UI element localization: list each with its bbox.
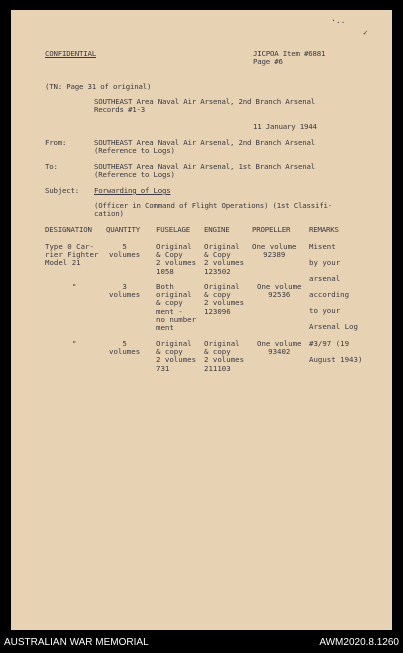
item-number: JICPOA Item #6881 xyxy=(253,49,326,58)
subject: Forwarding of Logs xyxy=(94,186,171,195)
cell-designation: Type 0 Car- rier Fighter Model 21 xyxy=(45,242,99,268)
cell-fuselage: Original & copy 2 volumes 731 xyxy=(156,339,197,373)
cell-propeller: One volume 92389 xyxy=(252,242,297,260)
document-page xyxy=(11,10,392,630)
header-designation: DESIGNATION xyxy=(45,225,92,234)
to-line: SOUTHEAST Area Naval Air Arsenal, 1st Branch Arsenal xyxy=(94,162,315,171)
cell-engine: Original & Copy 2 volumes 123502 xyxy=(204,242,245,276)
note-line: (Officer in Command of Flight Operations) (1st Classifi- xyxy=(94,201,332,210)
cell-propeller: One volume 93402 xyxy=(257,339,302,357)
cell-propeller: One volume 92536 xyxy=(257,282,302,300)
page-number: Page #6 xyxy=(253,57,283,66)
cell-fuselage: Both original & copy ment - no number ment xyxy=(156,282,197,333)
from-line: (Reference to Logs) xyxy=(94,146,175,155)
subject-label: Subject: xyxy=(45,186,79,195)
classification: CONFIDENTIAL xyxy=(45,49,96,58)
header-propeller: PROPELLER xyxy=(252,225,291,234)
cell-quantity: 3 volumes xyxy=(109,282,141,300)
to-line: (Reference to Logs) xyxy=(94,170,175,179)
corner-mark: ·.. xyxy=(331,16,346,25)
cell-designation: " xyxy=(72,282,77,291)
header-quantity: QUANTITY xyxy=(106,225,140,234)
footer-bar xyxy=(0,631,403,653)
from-line: SOUTHEAST Area Naval Air Arsenal, 2nd Branch Arsenal xyxy=(94,138,315,147)
note-line: cation) xyxy=(94,209,124,218)
header-fuselage: FUSELAGE xyxy=(156,225,190,234)
cell-designation: " xyxy=(72,339,77,348)
cell-remarks: #3/97 (19 August 1943) xyxy=(309,339,363,364)
footer-source: AUSTRALIAN WAR MEMORIAL xyxy=(4,637,149,648)
cell-fuselage: Original & Copy 2 volumes 1058 xyxy=(156,242,197,276)
cell-engine: Original & copy 2 volumes 211103 xyxy=(204,339,245,373)
cell-quantity: 5 volumes xyxy=(109,339,141,357)
from-label: From: xyxy=(45,138,67,147)
header-engine: ENGINE xyxy=(204,225,230,234)
cell-quantity: 5 volumes xyxy=(109,242,141,260)
header-remarks: REMARKS xyxy=(309,225,339,234)
corner-mark: ✓ xyxy=(363,28,368,37)
document-date: 11 January 1944 xyxy=(253,122,317,131)
org-line: Records #1-3 xyxy=(94,105,145,114)
org-line: SOUTHEAST Area Naval Air Arsenal, 2nd Branch Arsenal xyxy=(94,97,315,106)
cell-engine: Original & copy 2 volumes 123096 xyxy=(204,282,245,316)
footer-accession: AWM2020.8.1260 xyxy=(319,637,399,648)
to-label: To: xyxy=(45,162,58,171)
cell-remarks: Misent by your arsenal according to your Arsenal Log xyxy=(309,242,358,331)
translator-note: (TN: Page 31 of original) xyxy=(45,82,152,91)
